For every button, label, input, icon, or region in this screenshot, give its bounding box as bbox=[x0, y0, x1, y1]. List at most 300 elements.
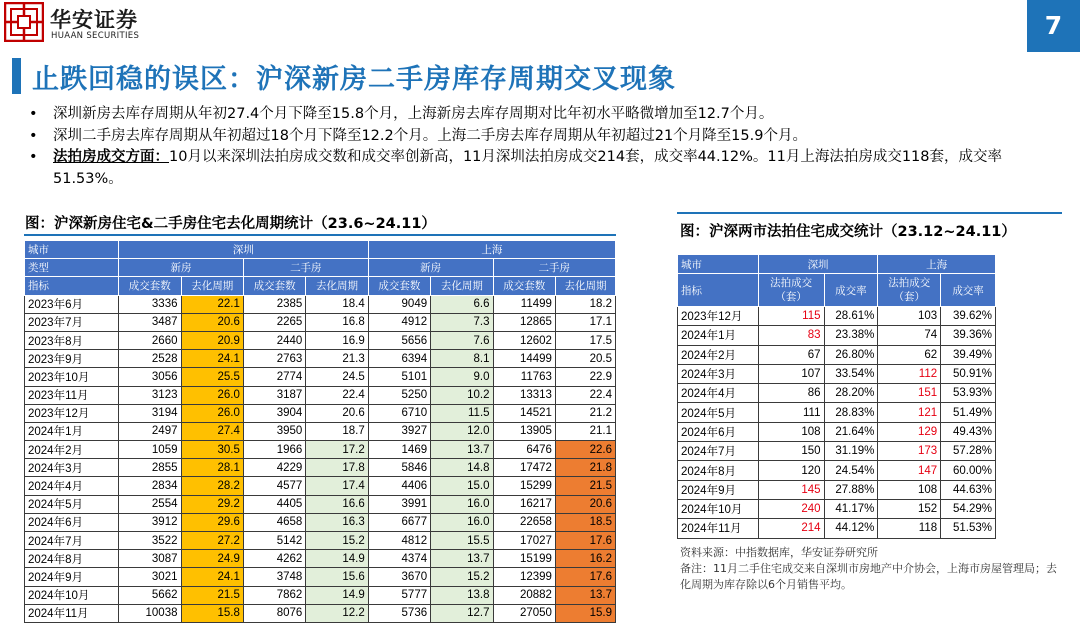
header-deal-count bbox=[878, 274, 941, 307]
header-sz-new: 新房 bbox=[119, 259, 244, 277]
table-cell: 3021 bbox=[119, 568, 181, 586]
right-caption-overline bbox=[677, 212, 1062, 214]
header-sh-new: 新房 bbox=[368, 259, 493, 277]
row-label: 2024年6月 bbox=[25, 513, 119, 531]
table-cell: 5142 bbox=[243, 532, 305, 550]
header-deal-line2: （套） bbox=[775, 291, 807, 303]
table-row bbox=[678, 422, 996, 441]
table-cell: 8.1 bbox=[431, 350, 493, 368]
table-cell: 20.6 bbox=[555, 495, 615, 513]
row-label: 2024年3月 bbox=[25, 459, 119, 477]
title-accent-bar bbox=[12, 58, 21, 94]
table-cell: 5736 bbox=[368, 604, 430, 622]
brand-name-en: HUAAN SECURITIES bbox=[51, 31, 140, 41]
table-row bbox=[678, 403, 996, 422]
table-cell: 24.1 bbox=[181, 350, 243, 368]
header-rate: 成交率 bbox=[824, 274, 878, 307]
huaan-logo-icon bbox=[4, 2, 44, 42]
table-row bbox=[678, 326, 996, 345]
table-cell: 21.8 bbox=[555, 459, 615, 477]
row-label: 2023年12月 bbox=[678, 307, 759, 326]
table-cell: 44.12% bbox=[824, 519, 878, 538]
table-cell: 3522 bbox=[119, 532, 181, 550]
table-cell: 74 bbox=[878, 326, 941, 345]
table-cell: 3950 bbox=[243, 422, 305, 440]
bullet-item bbox=[26, 104, 1061, 126]
table-cell: 16.6 bbox=[306, 495, 368, 513]
table-cell: 21.1 bbox=[555, 422, 615, 440]
table-cell: 22658 bbox=[493, 513, 555, 531]
bullet-text: 深圳二手房去库存周期从年初超过18个月下降至12.2个月。上海二手房去库存周期从年初超过21个月降至15.9个月。 bbox=[53, 127, 807, 144]
table-cell: 145 bbox=[758, 480, 824, 499]
table-cell: 10.2 bbox=[431, 386, 493, 404]
table-cell: 28.20% bbox=[824, 384, 878, 403]
header-type: 类型 bbox=[25, 259, 119, 277]
row-label: 2024年1月 bbox=[25, 422, 119, 440]
row-label: 2024年6月 bbox=[678, 422, 759, 441]
table-cell: 16.0 bbox=[431, 495, 493, 513]
table-cell: 13.7 bbox=[431, 441, 493, 459]
table-cell: 115 bbox=[758, 307, 824, 326]
table-cell: 31.19% bbox=[824, 442, 878, 461]
table-cell: 24.5 bbox=[306, 368, 368, 386]
header-sh-second: 二手房 bbox=[493, 259, 615, 277]
table-cell: 24.9 bbox=[181, 550, 243, 568]
table-cell: 6.6 bbox=[431, 295, 493, 313]
table-cell: 1966 bbox=[243, 441, 305, 459]
table-row bbox=[678, 307, 996, 326]
table-row bbox=[25, 513, 616, 531]
table-cell: 15.0 bbox=[431, 477, 493, 495]
table-cell: 18.5 bbox=[555, 513, 615, 531]
table-cell: 39.49% bbox=[941, 345, 996, 364]
table-cell: 16.9 bbox=[306, 331, 368, 349]
header-city-sh: 上海 bbox=[878, 255, 996, 274]
header-city: 城市 bbox=[25, 241, 119, 259]
table-cell: 2763 bbox=[243, 350, 305, 368]
header-row-city bbox=[25, 241, 616, 259]
table-cell: 8076 bbox=[243, 604, 305, 622]
table-cell: 3336 bbox=[119, 295, 181, 313]
bullet-prefix: 法拍房成交方面： bbox=[53, 149, 169, 165]
table-row bbox=[25, 459, 616, 477]
table-cell: 26.0 bbox=[181, 386, 243, 404]
table-cell: 2554 bbox=[119, 495, 181, 513]
bullet-dot-icon: • bbox=[29, 106, 38, 122]
table-cell: 108 bbox=[878, 480, 941, 499]
table-cell: 3487 bbox=[119, 313, 181, 331]
table-cell: 51.53% bbox=[941, 519, 996, 538]
bullet-dot-icon: • bbox=[29, 149, 38, 165]
table-cell: 27050 bbox=[493, 604, 555, 622]
table-cell: 152 bbox=[878, 499, 941, 518]
table-cell: 23.38% bbox=[824, 326, 878, 345]
table-cell: 15.2 bbox=[431, 568, 493, 586]
row-label: 2024年2月 bbox=[678, 345, 759, 364]
table-cell: 28.1 bbox=[181, 459, 243, 477]
table-cell: 21.2 bbox=[555, 404, 615, 422]
table-cell: 240 bbox=[758, 499, 824, 518]
table-cell: 17472 bbox=[493, 459, 555, 477]
header-deal-line1: 法拍成交 bbox=[770, 277, 813, 289]
table-cell: 6476 bbox=[493, 441, 555, 459]
row-label: 2024年4月 bbox=[678, 384, 759, 403]
table-cell: 120 bbox=[758, 461, 824, 480]
table-row bbox=[25, 331, 616, 349]
row-label: 2024年11月 bbox=[678, 519, 759, 538]
row-label: 2023年8月 bbox=[25, 331, 119, 349]
row-label: 2024年11月 bbox=[25, 604, 119, 622]
table-cell: 13905 bbox=[493, 422, 555, 440]
housing-cycle-table bbox=[24, 240, 616, 623]
table-cell: 108 bbox=[758, 422, 824, 441]
table-cell: 22.4 bbox=[555, 386, 615, 404]
table-row bbox=[25, 368, 616, 386]
table-cell: 3904 bbox=[243, 404, 305, 422]
table-cell: 4406 bbox=[368, 477, 430, 495]
table-cell: 13.7 bbox=[431, 550, 493, 568]
table-cell: 10038 bbox=[119, 604, 181, 622]
table-cell: 17.5 bbox=[555, 331, 615, 349]
table-cell: 4577 bbox=[243, 477, 305, 495]
table-cell: 15.5 bbox=[431, 532, 493, 550]
table-cell: 12865 bbox=[493, 313, 555, 331]
table-cell: 7.3 bbox=[431, 313, 493, 331]
table-row bbox=[678, 345, 996, 364]
table-cell: 121 bbox=[878, 403, 941, 422]
header-count: 成交套数 bbox=[493, 277, 555, 295]
table-row bbox=[678, 480, 996, 499]
table-row bbox=[678, 461, 996, 480]
bullet-text: 深圳新房去库存周期从年初27.4个月下降至15.8个月，上海新房去库存周期对比年初水平略微增加至12.7个月。 bbox=[53, 106, 774, 122]
table-cell: 6677 bbox=[368, 513, 430, 531]
table-cell: 22.9 bbox=[555, 368, 615, 386]
table-row bbox=[25, 422, 616, 440]
table-cell: 17.8 bbox=[306, 459, 368, 477]
table-row bbox=[678, 499, 996, 518]
table-cell: 25.5 bbox=[181, 368, 243, 386]
table-cell: 20882 bbox=[493, 586, 555, 604]
table-cell: 6394 bbox=[368, 350, 430, 368]
table-cell: 27.2 bbox=[181, 532, 243, 550]
table-cell: 62 bbox=[878, 345, 941, 364]
table-cell: 15.8 bbox=[181, 604, 243, 622]
row-label: 2024年8月 bbox=[678, 461, 759, 480]
table-cell: 3748 bbox=[243, 568, 305, 586]
row-label: 2024年1月 bbox=[678, 326, 759, 345]
table-cell: 20.9 bbox=[181, 331, 243, 349]
table-cell: 24.1 bbox=[181, 568, 243, 586]
table-cell: 3670 bbox=[368, 568, 430, 586]
row-label: 2024年3月 bbox=[678, 364, 759, 383]
table-cell: 12399 bbox=[493, 568, 555, 586]
header-cycle: 去化周期 bbox=[431, 277, 493, 295]
table-cell: 54.29% bbox=[941, 499, 996, 518]
table-cell: 2440 bbox=[243, 331, 305, 349]
table-cell: 17.6 bbox=[555, 532, 615, 550]
table-row bbox=[25, 313, 616, 331]
table-cell: 14.9 bbox=[306, 550, 368, 568]
table-cell: 173 bbox=[878, 442, 941, 461]
table-cell: 24.54% bbox=[824, 461, 878, 480]
table-cell: 4812 bbox=[368, 532, 430, 550]
table-cell: 16.0 bbox=[431, 513, 493, 531]
table-cell: 57.28% bbox=[941, 442, 996, 461]
row-label: 2023年11月 bbox=[25, 386, 119, 404]
table-cell: 28.83% bbox=[824, 403, 878, 422]
table-cell: 27.88% bbox=[824, 480, 878, 499]
table-cell: 11499 bbox=[493, 295, 555, 313]
bullet-item bbox=[26, 126, 1061, 148]
table-cell: 4658 bbox=[243, 513, 305, 531]
table-row bbox=[25, 386, 616, 404]
header-deal-line2: （套） bbox=[893, 291, 925, 303]
row-label: 2024年9月 bbox=[678, 480, 759, 499]
table-cell: 21.64% bbox=[824, 422, 878, 441]
header-metric: 指标 bbox=[25, 277, 119, 295]
table-cell: 214 bbox=[758, 519, 824, 538]
table-cell: 17027 bbox=[493, 532, 555, 550]
table-cell: 29.6 bbox=[181, 513, 243, 531]
table-cell: 13.8 bbox=[431, 586, 493, 604]
right-table-caption: 图：沪深两市法拍住宅成交统计（23.12~24.11） bbox=[680, 224, 1016, 240]
table-cell: 20.6 bbox=[306, 404, 368, 422]
table-cell: 3187 bbox=[243, 386, 305, 404]
housing-cycle-table-body bbox=[25, 295, 616, 622]
table-cell: 22.4 bbox=[306, 386, 368, 404]
table-cell: 3123 bbox=[119, 386, 181, 404]
row-label: 2023年9月 bbox=[25, 350, 119, 368]
table-cell: 5662 bbox=[119, 586, 181, 604]
source-note: 资料来源：中指数据库，华安证券研究所 bbox=[680, 546, 878, 559]
table-cell: 44.63% bbox=[941, 480, 996, 499]
table-cell: 5846 bbox=[368, 459, 430, 477]
table-cell: 12.2 bbox=[306, 604, 368, 622]
header-count: 成交套数 bbox=[119, 277, 181, 295]
table-cell: 5656 bbox=[368, 331, 430, 349]
table-cell: 60.00% bbox=[941, 461, 996, 480]
table-cell: 26.0 bbox=[181, 404, 243, 422]
table-cell: 30.5 bbox=[181, 441, 243, 459]
table-cell: 13313 bbox=[493, 386, 555, 404]
header-row-metric bbox=[678, 274, 996, 307]
table-cell: 2528 bbox=[119, 350, 181, 368]
header-sz-second: 二手房 bbox=[243, 259, 368, 277]
table-cell: 1469 bbox=[368, 441, 430, 459]
table-cell: 18.2 bbox=[555, 295, 615, 313]
header-count: 成交套数 bbox=[368, 277, 430, 295]
table-row bbox=[678, 519, 996, 538]
table-cell: 2497 bbox=[119, 422, 181, 440]
table-row bbox=[25, 441, 616, 459]
table-cell: 14.9 bbox=[306, 586, 368, 604]
table-cell: 20.6 bbox=[181, 313, 243, 331]
table-cell: 118 bbox=[878, 519, 941, 538]
table-cell: 6710 bbox=[368, 404, 430, 422]
table-cell: 4262 bbox=[243, 550, 305, 568]
table-row bbox=[25, 350, 616, 368]
left-caption-underline bbox=[24, 234, 616, 236]
row-label: 2023年12月 bbox=[25, 404, 119, 422]
table-row bbox=[25, 404, 616, 422]
table-cell: 33.54% bbox=[824, 364, 878, 383]
table-cell: 26.80% bbox=[824, 345, 878, 364]
table-cell: 22.6 bbox=[555, 441, 615, 459]
table-cell: 86 bbox=[758, 384, 824, 403]
table-cell: 41.17% bbox=[824, 499, 878, 518]
table-cell: 7.6 bbox=[431, 331, 493, 349]
table-cell: 15299 bbox=[493, 477, 555, 495]
table-cell: 18.7 bbox=[306, 422, 368, 440]
bullet-list bbox=[26, 104, 1061, 190]
table-cell: 3056 bbox=[119, 368, 181, 386]
table-cell: 17.6 bbox=[555, 568, 615, 586]
table-row bbox=[25, 550, 616, 568]
row-label: 2024年10月 bbox=[25, 586, 119, 604]
row-label: 2024年7月 bbox=[678, 442, 759, 461]
header-cycle: 去化周期 bbox=[555, 277, 615, 295]
table-cell: 107 bbox=[758, 364, 824, 383]
remark-note: 备注：11月二手住宅成交来自深圳市房地产中介协会，上海市房屋管理局；去化周期为库存除以6个月销售平均。 bbox=[680, 562, 1057, 591]
row-label: 2023年6月 bbox=[25, 295, 119, 313]
table-cell: 16217 bbox=[493, 495, 555, 513]
table-cell: 11763 bbox=[493, 368, 555, 386]
header-city: 城市 bbox=[678, 255, 759, 274]
table-cell: 16.8 bbox=[306, 313, 368, 331]
table-cell: 112 bbox=[878, 364, 941, 383]
header-deal-line1: 法拍成交 bbox=[888, 277, 931, 289]
table-cell: 4405 bbox=[243, 495, 305, 513]
header-rate: 成交率 bbox=[941, 274, 996, 307]
brand-name-cn: 华安证券 bbox=[50, 7, 138, 32]
table-cell: 3991 bbox=[368, 495, 430, 513]
table-cell: 3087 bbox=[119, 550, 181, 568]
header-city-sz: 深圳 bbox=[758, 255, 878, 274]
table-row bbox=[25, 532, 616, 550]
table-cell: 12.7 bbox=[431, 604, 493, 622]
table-cell: 16.3 bbox=[306, 513, 368, 531]
table-row bbox=[25, 568, 616, 586]
table-cell: 2855 bbox=[119, 459, 181, 477]
table-cell: 11.5 bbox=[431, 404, 493, 422]
header-count: 成交套数 bbox=[243, 277, 305, 295]
table-cell: 16.2 bbox=[555, 550, 615, 568]
table-cell: 150 bbox=[758, 442, 824, 461]
table-cell: 15.9 bbox=[555, 604, 615, 622]
header-cycle: 去化周期 bbox=[306, 277, 368, 295]
table-cell: 15199 bbox=[493, 550, 555, 568]
header-row-city bbox=[678, 255, 996, 274]
table-row bbox=[678, 442, 996, 461]
table-cell: 17.2 bbox=[306, 441, 368, 459]
table-cell: 151 bbox=[878, 384, 941, 403]
table-cell: 39.36% bbox=[941, 326, 996, 345]
row-label: 2023年7月 bbox=[25, 313, 119, 331]
table-cell: 9049 bbox=[368, 295, 430, 313]
auction-table bbox=[677, 254, 996, 539]
table-cell: 14499 bbox=[493, 350, 555, 368]
table-cell: 12602 bbox=[493, 331, 555, 349]
table-cell: 21.5 bbox=[181, 586, 243, 604]
table-cell: 29.2 bbox=[181, 495, 243, 513]
notes bbox=[680, 545, 1060, 593]
table-cell: 15.2 bbox=[306, 532, 368, 550]
left-table-caption: 图：沪深新房住宅&二手房住宅去化周期统计（23.6~24.11） bbox=[25, 216, 436, 232]
bullet-item bbox=[26, 147, 1061, 190]
table-cell: 17.4 bbox=[306, 477, 368, 495]
table-cell: 28.2 bbox=[181, 477, 243, 495]
table-cell: 2265 bbox=[243, 313, 305, 331]
auction-table-body bbox=[678, 307, 996, 539]
table-cell: 4229 bbox=[243, 459, 305, 477]
table-cell: 2774 bbox=[243, 368, 305, 386]
table-cell: 27.4 bbox=[181, 422, 243, 440]
table-cell: 28.61% bbox=[824, 307, 878, 326]
table-cell: 15.6 bbox=[306, 568, 368, 586]
table-cell: 1059 bbox=[119, 441, 181, 459]
table-row bbox=[25, 477, 616, 495]
table-cell: 49.43% bbox=[941, 422, 996, 441]
table-cell: 4912 bbox=[368, 313, 430, 331]
header-cycle: 去化周期 bbox=[181, 277, 243, 295]
row-label: 2024年5月 bbox=[25, 495, 119, 513]
table-row bbox=[25, 495, 616, 513]
table-row bbox=[678, 364, 996, 383]
table-row bbox=[25, 604, 616, 622]
table-cell: 4374 bbox=[368, 550, 430, 568]
table-cell: 12.0 bbox=[431, 422, 493, 440]
table-cell: 3927 bbox=[368, 422, 430, 440]
table-cell: 39.62% bbox=[941, 307, 996, 326]
table-cell: 14.8 bbox=[431, 459, 493, 477]
header-row-type bbox=[25, 259, 616, 277]
table-cell: 129 bbox=[878, 422, 941, 441]
table-cell: 50.91% bbox=[941, 364, 996, 383]
table-cell: 53.93% bbox=[941, 384, 996, 403]
table-cell: 7862 bbox=[243, 586, 305, 604]
row-label: 2024年9月 bbox=[25, 568, 119, 586]
header-row-metric bbox=[25, 277, 616, 295]
row-label: 2024年10月 bbox=[678, 499, 759, 518]
table-row bbox=[678, 384, 996, 403]
table-cell: 5250 bbox=[368, 386, 430, 404]
row-label: 2024年7月 bbox=[25, 532, 119, 550]
table-cell: 13.7 bbox=[555, 586, 615, 604]
table-cell: 3194 bbox=[119, 404, 181, 422]
table-cell: 2385 bbox=[243, 295, 305, 313]
page-title: 止跌回稳的误区：沪深新房二手房库存周期交叉现象 bbox=[32, 64, 676, 95]
table-cell: 21.5 bbox=[555, 477, 615, 495]
table-cell: 22.1 bbox=[181, 295, 243, 313]
table-cell: 67 bbox=[758, 345, 824, 364]
header-metric: 指标 bbox=[678, 274, 759, 307]
row-label: 2024年5月 bbox=[678, 403, 759, 422]
header-deal-count bbox=[758, 274, 824, 307]
table-cell: 3912 bbox=[119, 513, 181, 531]
table-cell: 18.4 bbox=[306, 295, 368, 313]
table-cell: 5101 bbox=[368, 368, 430, 386]
table-cell: 14521 bbox=[493, 404, 555, 422]
table-row bbox=[25, 295, 616, 313]
table-cell: 147 bbox=[878, 461, 941, 480]
table-cell: 2834 bbox=[119, 477, 181, 495]
page-number: 7 bbox=[1027, 0, 1080, 52]
table-cell: 51.49% bbox=[941, 403, 996, 422]
table-cell: 20.5 bbox=[555, 350, 615, 368]
table-cell: 111 bbox=[758, 403, 824, 422]
table-cell: 5777 bbox=[368, 586, 430, 604]
table-row bbox=[25, 586, 616, 604]
